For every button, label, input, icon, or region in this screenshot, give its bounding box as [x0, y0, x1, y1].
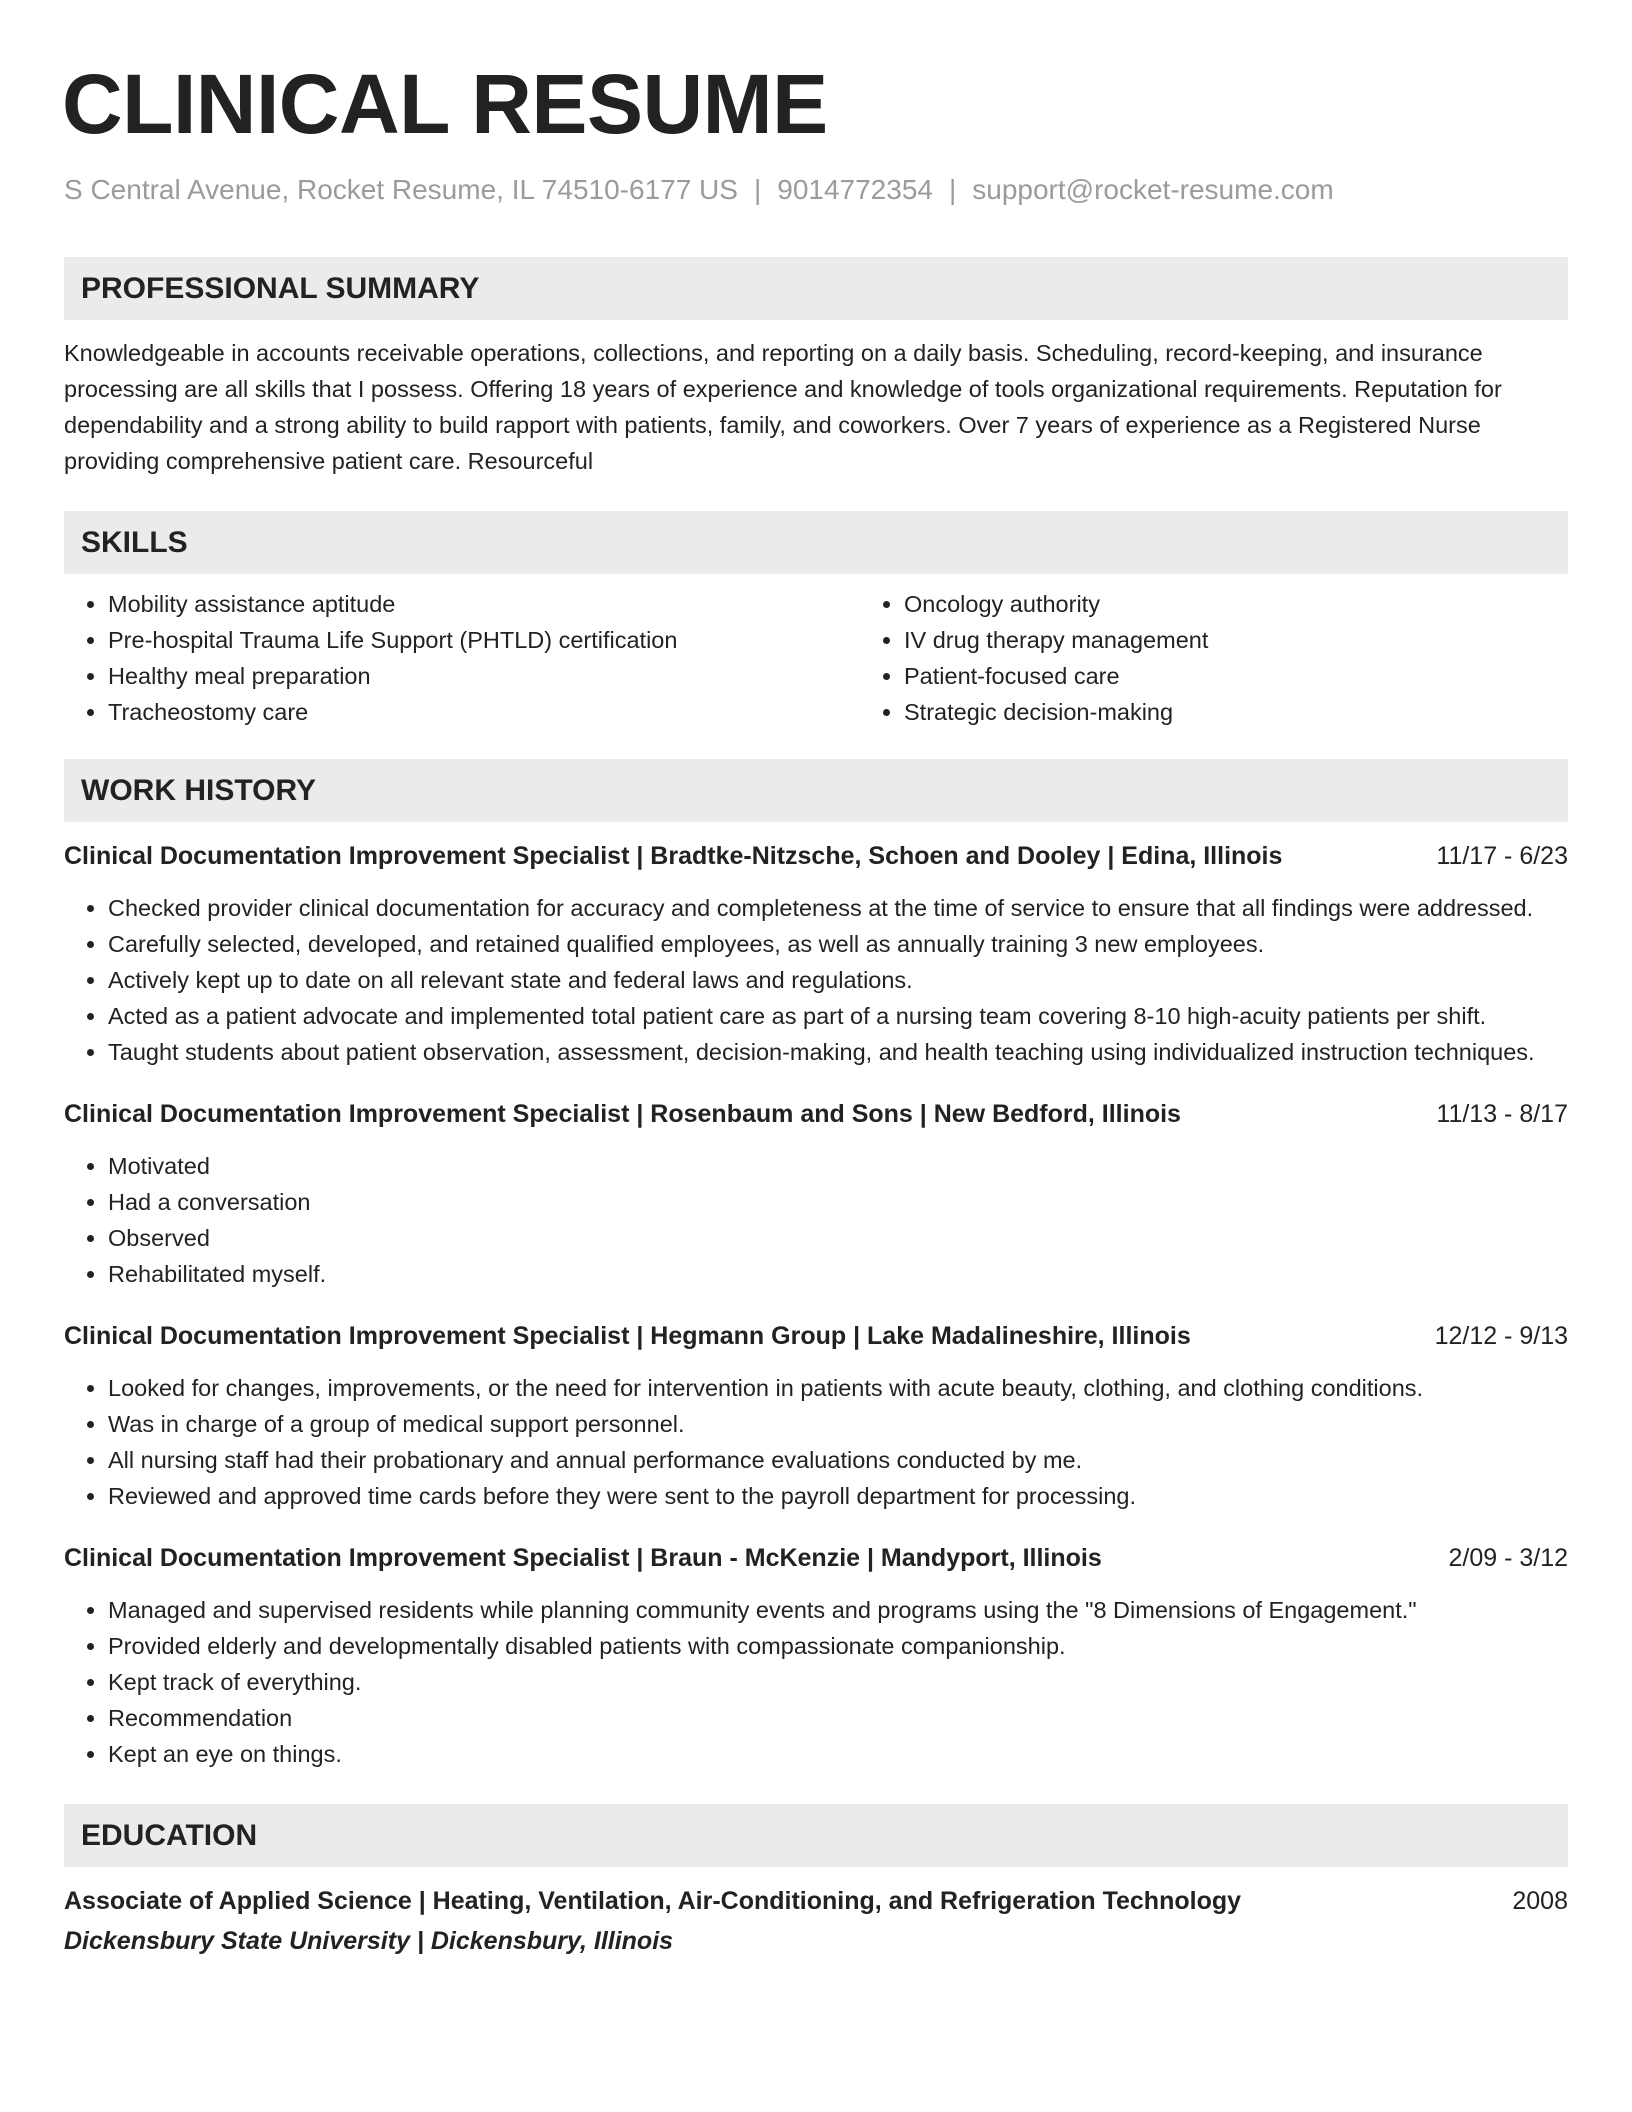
education-year: 2008: [1512, 1887, 1568, 1915]
skill-item: • Healthy meal preparation: [108, 658, 860, 694]
job-bullet: • Was in charge of a group of medical support personnel.: [108, 1406, 1568, 1442]
job-bullet: • Managed and supervised residents while planning community events and programs using the "8 Dimensions of Engagement.": [108, 1592, 1568, 1628]
skill-item: • Patient-focused care: [904, 658, 1632, 694]
education-degree: Associate of Applied Science | Heating, Ventilation, Air-Conditioning, and Refrigeration Technology: [64, 1887, 1242, 1915]
job-bullet: • Recommendation: [108, 1700, 1568, 1736]
job-bullet: • Provided elderly and developmentally disabled patients with compassionate companionship.: [108, 1628, 1568, 1664]
job-title: Clinical Documentation Improvement Specialist | Hegmann Group | Lake Madalineshire, Illinois: [64, 1322, 1191, 1350]
contact-separator: |: [948, 174, 957, 205]
education-entry: [64, 1883, 1568, 1959]
job-title: Clinical Documentation Improvement Specialist | Rosenbaum and Sons | New Bedford, Illinois: [64, 1100, 1181, 1128]
resume-title: CLINICAL RESUME: [62, 57, 828, 151]
contact-email: support@rocket-resume.com: [972, 174, 1334, 205]
section-heading-education: EDUCATION: [64, 1804, 1568, 1867]
contact-phone: 9014772354: [777, 174, 933, 205]
job-title-row: [64, 1096, 1568, 1132]
skill-item: • Tracheostomy care: [108, 694, 860, 730]
job-bullet: • Checked provider clinical documentation for accuracy and completeness at the time of service to ensure that all findings were addressed.: [108, 890, 1568, 926]
education-school: Dickensbury State University | Dickensbury, Illinois: [64, 1927, 674, 1955]
job-entry: [64, 1540, 1568, 1772]
job-dates: 2/09 - 3/12: [1448, 1544, 1568, 1572]
contact-line: [64, 174, 1568, 206]
job-title-row: [64, 1318, 1568, 1354]
job-dates: 12/12 - 9/13: [1434, 1322, 1568, 1350]
job-bullet: • Rehabilitated myself.: [108, 1256, 1568, 1292]
job-bullets: [64, 890, 1568, 1070]
job-title: Clinical Documentation Improvement Specialist | Braun - McKenzie | Mandyport, Illinois: [64, 1544, 1102, 1572]
job-dates: 11/17 - 6/23: [1436, 842, 1568, 870]
skill-item: • Oncology authority: [904, 586, 1632, 622]
skills-list-right: [860, 586, 1632, 730]
skill-item: • Strategic decision-making: [904, 694, 1632, 730]
job-bullet: • Carefully selected, developed, and retained qualified employees, as well as annually training 3 new employees.: [108, 926, 1568, 962]
job-bullet: • Motivated: [108, 1148, 1568, 1184]
job-bullets: [64, 1592, 1568, 1772]
job-entry: [64, 1096, 1568, 1292]
skill-item: • IV drug therapy management: [904, 622, 1632, 658]
job-bullet: • Observed: [108, 1220, 1568, 1256]
job-entry: [64, 1318, 1568, 1514]
job-title: Clinical Documentation Improvement Specialist | Bradtke-Nitzsche, Schoen and Dooley | Edina, Illinois: [64, 842, 1283, 870]
job-bullet: • Had a conversation: [108, 1184, 1568, 1220]
section-heading-skills: SKILLS: [64, 511, 1568, 574]
skills-columns: [64, 586, 1568, 730]
job-bullets: [64, 1370, 1568, 1514]
summary-text: Knowledgeable in accounts receivable operations, collections, and reporting on a daily basis. Scheduling, record-keeping, and insurance processing are all skills that I possess. Offering 18 years of experience and knowledge of tools organizational requirements. Reputation for dependability and a strong ability to build rapport with patients, family, and coworkers. Over 7 years of experience as a Registered Nurse providing comprehensive patient care. Resourceful: [64, 340, 1502, 474]
job-title-row: [64, 1540, 1568, 1576]
skill-item: • Pre-hospital Trauma Life Support (PHTLD) certification: [108, 622, 860, 658]
section-heading-work-history: WORK HISTORY: [64, 759, 1568, 822]
job-entry: [64, 838, 1568, 1070]
section-heading-summary: PROFESSIONAL SUMMARY: [64, 257, 1568, 320]
education-row: [64, 1883, 1568, 1919]
contact-separator: |: [753, 174, 762, 205]
job-bullet: • Kept track of everything.: [108, 1664, 1568, 1700]
job-bullet: • Acted as a patient advocate and implemented total patient care as part of a nursing team covering 8-10 high-acuity patients per shift.: [108, 998, 1568, 1034]
job-bullet: • Actively kept up to date on all relevant state and federal laws and regulations.: [108, 962, 1568, 998]
job-bullet: • Reviewed and approved time cards before they were sent to the payroll department for processing.: [108, 1478, 1568, 1514]
job-title-row: [64, 838, 1568, 874]
job-bullet: • Looked for changes, improvements, or the need for intervention in patients with acute beauty, clothing, and clothing conditions.: [108, 1370, 1568, 1406]
job-dates: 11/13 - 8/17: [1436, 1100, 1568, 1128]
job-bullet: • Taught students about patient observation, assessment, decision-making, and health teaching using individualized instruction techniques.: [108, 1034, 1568, 1070]
contact-address: S Central Avenue, Rocket Resume, IL 74510-6177 US: [64, 174, 738, 205]
skills-list-left: [64, 586, 860, 730]
job-bullet: • All nursing staff had their probationary and annual performance evaluations conducted by me.: [108, 1442, 1568, 1478]
job-bullet: • Kept an eye on things.: [108, 1736, 1568, 1772]
job-bullets: [64, 1148, 1568, 1292]
skill-item: • Mobility assistance aptitude: [108, 586, 860, 622]
